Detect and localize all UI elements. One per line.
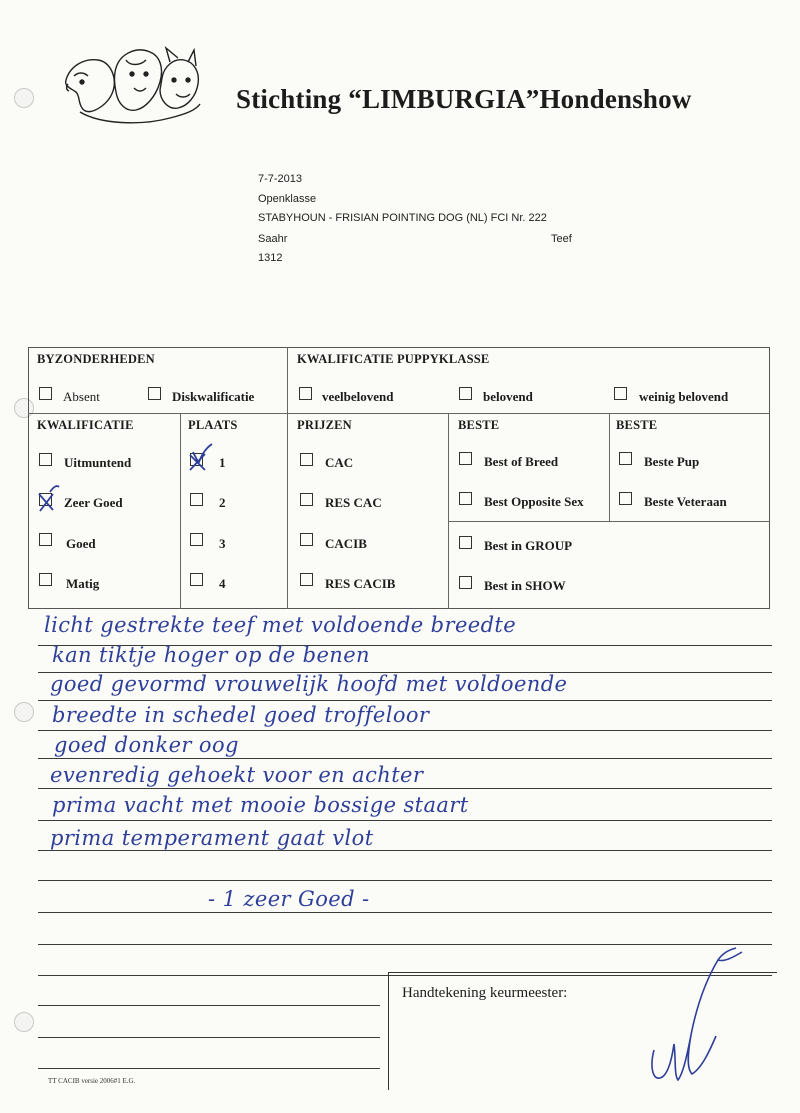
remark-line-6: evenredig gehoekt voor en achter bbox=[50, 763, 424, 787]
ruled-line bbox=[38, 1005, 380, 1006]
checkbox-veelbelovend[interactable] bbox=[299, 387, 312, 400]
dog-sex: Teef bbox=[551, 233, 572, 245]
divider bbox=[609, 413, 610, 521]
divider bbox=[448, 413, 449, 609]
label-cac: CAC bbox=[325, 455, 354, 470]
remark-line-5: goed donker oog bbox=[54, 733, 239, 757]
label-cacib: CACIB bbox=[325, 536, 367, 551]
label-res-cacib: RES CACIB bbox=[325, 576, 396, 591]
checkbox-goed[interactable] bbox=[39, 533, 52, 546]
label-zeer-goed: Zeer Goed bbox=[64, 495, 123, 510]
remark-line-8: prima temperament gaat vlot bbox=[50, 826, 374, 850]
breed-name: STABYHOUN - FRISIAN POINTING DOG (NL) FCI Nr. 222 bbox=[258, 212, 547, 224]
remark-line-4: breedte in schedel goed troffeloor bbox=[52, 703, 430, 727]
dog-heads-logo bbox=[60, 38, 210, 128]
class-name: Openklasse bbox=[258, 193, 317, 205]
remark-line-2: kan tiktje hoger op de benen bbox=[52, 643, 370, 667]
header-byzonderheden: BYZONDERHEDEN bbox=[37, 352, 155, 366]
label-plaats-4: 4 bbox=[219, 576, 226, 591]
header-prijzen: PRIJZEN bbox=[297, 418, 352, 432]
label-best-in-show: Best in SHOW bbox=[484, 578, 566, 593]
checkbox-best-in-group[interactable] bbox=[459, 536, 472, 549]
checkbox-plaats-2[interactable] bbox=[190, 493, 203, 506]
label-plaats-1: 1 bbox=[219, 455, 226, 470]
ruled-line bbox=[38, 912, 772, 913]
remark-line-3: goed gevormd vrouwelijk hoofd met voldoende bbox=[50, 672, 568, 696]
label-matig: Matig bbox=[66, 576, 100, 591]
ruled-line bbox=[38, 1037, 380, 1038]
ruled-line bbox=[38, 758, 772, 759]
punch-hole bbox=[14, 1012, 34, 1032]
label-best-in-group: Best in GROUP bbox=[484, 538, 573, 553]
label-veelbelovend: veelbelovend bbox=[322, 389, 394, 404]
checkbox-plaats-3[interactable] bbox=[190, 533, 203, 546]
check-mark-plaats-1 bbox=[187, 442, 215, 472]
label-best-of-breed: Best of Breed bbox=[484, 454, 559, 469]
label-plaats-3: 3 bbox=[219, 536, 226, 551]
form-version: TT CACIB versie 2006#1 E.G. bbox=[48, 1077, 136, 1085]
label-uitmuntend: Uitmuntend bbox=[64, 455, 132, 470]
header-puppyklasse: KWALIFICATIE PUPPYKLASSE bbox=[297, 352, 490, 366]
label-diskwalificatie: Diskwalificatie bbox=[172, 389, 255, 404]
checkbox-weinig-belovend[interactable] bbox=[614, 387, 627, 400]
divider bbox=[448, 521, 770, 522]
catalog-number: 1312 bbox=[258, 252, 283, 264]
header-beste-1: BESTE bbox=[458, 418, 500, 432]
checkbox-uitmuntend[interactable] bbox=[39, 453, 52, 466]
label-beste-veteraan: Beste Veteraan bbox=[644, 494, 727, 509]
judge-signature bbox=[632, 940, 752, 1090]
label-best-opposite-sex: Best Opposite Sex bbox=[484, 494, 584, 509]
signature-label: Handtekening keurmeester: bbox=[402, 985, 568, 1001]
label-res-cac: RES CAC bbox=[325, 495, 382, 510]
dog-name: Saahr bbox=[258, 233, 288, 245]
remark-line-1: licht gestrekte teef met voldoende breedte bbox=[44, 613, 517, 637]
label-beste-pup: Beste Pup bbox=[644, 454, 700, 469]
punch-hole bbox=[14, 702, 34, 722]
check-mark-zeer-goed bbox=[36, 484, 62, 514]
ruled-line bbox=[38, 880, 772, 881]
checkbox-cacib[interactable] bbox=[300, 533, 313, 546]
checkbox-res-cac[interactable] bbox=[300, 493, 313, 506]
label-goed: Goed bbox=[66, 536, 96, 551]
header-plaats: PLAATS bbox=[188, 418, 238, 432]
checkbox-matig[interactable] bbox=[39, 573, 52, 586]
divider bbox=[180, 413, 181, 609]
label-plaats-2: 2 bbox=[219, 495, 226, 510]
show-date: 7-7-2013 bbox=[258, 173, 303, 185]
header-beste-2: BESTE bbox=[616, 418, 658, 432]
checkbox-beste-pup[interactable] bbox=[619, 452, 632, 465]
ruled-line bbox=[38, 850, 772, 851]
checkbox-best-in-show[interactable] bbox=[459, 576, 472, 589]
checkbox-absent[interactable] bbox=[39, 387, 52, 400]
page-title: Stichting “LIMBURGIA”Hondenshow bbox=[236, 84, 692, 114]
checkbox-plaats-4[interactable] bbox=[190, 573, 203, 586]
label-weinig-belovend: weinig belovend bbox=[639, 389, 729, 404]
header-kwalificatie: KWALIFICATIE bbox=[37, 418, 134, 432]
ruled-line bbox=[38, 700, 772, 701]
label-absent: Absent bbox=[63, 389, 100, 404]
ruled-line bbox=[38, 820, 772, 821]
ruled-line bbox=[38, 1068, 380, 1069]
checkbox-res-cacib[interactable] bbox=[300, 573, 313, 586]
checkbox-diskwalificatie[interactable] bbox=[148, 387, 161, 400]
checkbox-best-of-breed[interactable] bbox=[459, 452, 472, 465]
divider bbox=[28, 413, 770, 414]
ruled-line bbox=[38, 730, 772, 731]
judging-grid bbox=[28, 347, 770, 609]
remark-line-9: - 1 zeer Goed - bbox=[208, 887, 370, 911]
ruled-line bbox=[38, 788, 772, 789]
remark-line-7: prima vacht met mooie bossige staart bbox=[52, 793, 469, 817]
checkbox-belovend[interactable] bbox=[459, 387, 472, 400]
label-belovend: belovend bbox=[483, 389, 533, 404]
checkbox-beste-veteraan[interactable] bbox=[619, 492, 632, 505]
checkbox-cac[interactable] bbox=[300, 453, 313, 466]
punch-hole bbox=[14, 88, 34, 108]
checkbox-best-opposite-sex[interactable] bbox=[459, 492, 472, 505]
divider bbox=[287, 347, 288, 609]
